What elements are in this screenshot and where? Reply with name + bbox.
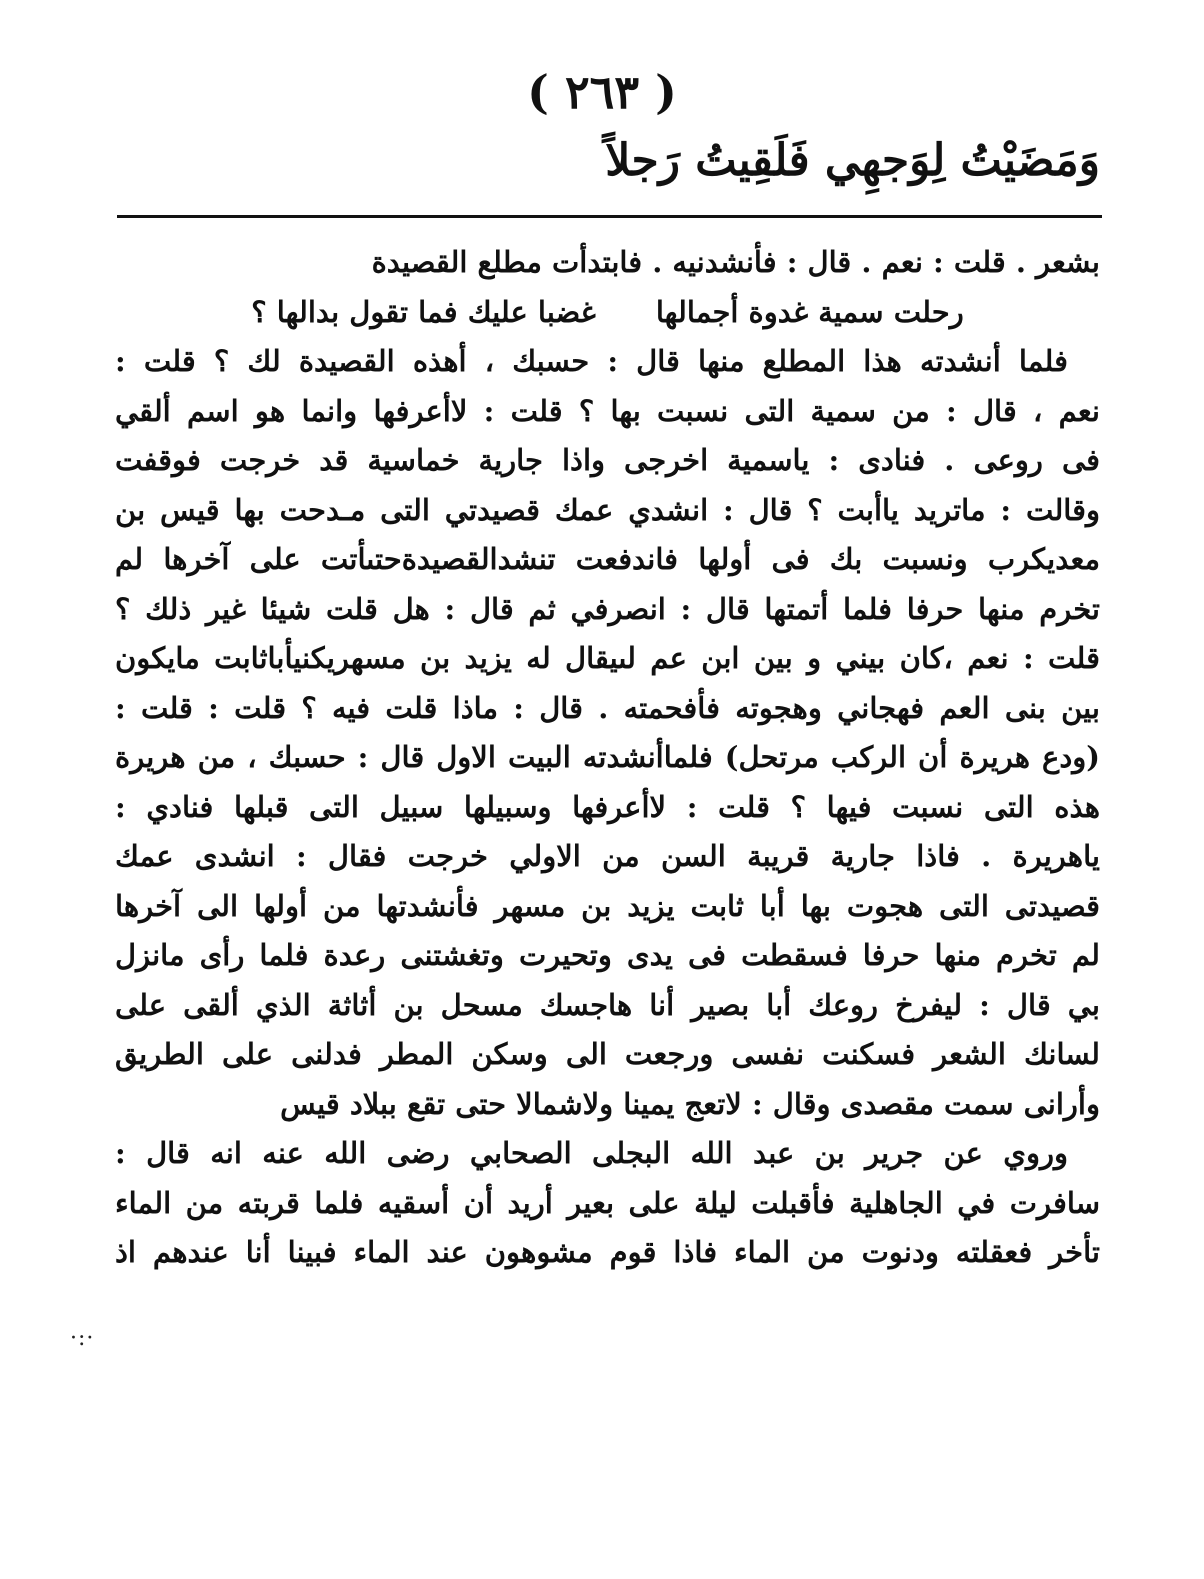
text-line: هذه التى نسبت فيها ؟ قلت : لاأعرفها وسبيلها سبيل التى قبلها فنادي : bbox=[115, 789, 1100, 824]
text-line: فلما أنشدته هذا المطلع منها قال : حسبك ، أهذه القصيدة لك ؟ قلت : bbox=[115, 344, 1068, 378]
verse-first-hemistich: رحلت سمية غدوة أجمالها bbox=[655, 294, 964, 329]
text-line: قصيدتى التى هجوت بها أبا ثابت يزيد بن مسهر فأنشدتها من أولها الى آخرها bbox=[115, 888, 1100, 923]
text-line: (ودع هريرة أن الركب مرتحل) فلماأنشدته البيت الاول قال : حسبك ، من هريرة bbox=[115, 740, 1100, 774]
text-line: تخرم منها حرفا فلما أتمتها قال : انصرفي ثم قال : هل قلت شيئا غير ذلك ؟ bbox=[115, 591, 1100, 626]
poetry-verse bbox=[115, 288, 1100, 338]
text-line: لم تخرم منها حرفا فسقطت فى يدى وتحيرت وتغشتنى رعدة فلما رأى مانزل bbox=[115, 938, 1100, 972]
verse-second-hemistich: غضبا عليك فما تقول بدالها ؟ bbox=[251, 294, 596, 329]
text-line: وقالت : ماتريد ياأبت ؟ قال : انشدي عمك قصيدتي التى مـدحت بها قيس بن bbox=[115, 492, 1100, 527]
text-line: بي قال : ليفرخ روعك أبا بصير أنا هاجسك مسحل بن أثاثة الذي ألقى على bbox=[115, 987, 1100, 1022]
text-line: نعم ، قال : من سمية التى نسبت بها ؟ قلت : لاأعرفها وانما هو اسم ألقي bbox=[115, 393, 1100, 428]
margin-mark: ·:· bbox=[70, 1326, 95, 1351]
text-line: ياهريرة . فاذا جارية قريبة السن من الاولي خرجت فقال : انشدى عمك bbox=[115, 839, 1100, 873]
text-line: وأرانى سمت مقصدى وقال : لاتعج يمينا ولاشمالا حتى تقع ببلاد قيس bbox=[280, 1086, 1100, 1121]
text-line: وروي عن جرير بن عبد الله البجلى الصحابي رضى الله عنه انه قال : bbox=[115, 1136, 1068, 1170]
text-line: بشعر . قلت : نعم . قال : فأنشدنيه . فابتدأت مطلع القصيدة bbox=[371, 245, 1100, 279]
header-verse: وَمَضَيْتُ لِوَجهِي فَلَقِيتُ رَجلاً bbox=[605, 135, 1100, 186]
text-line: فى روعى . فنادى : ياسمية اخرجى واذا جارية خماسية قد خرجت فوقفت bbox=[115, 443, 1100, 477]
text-line: سافرت في الجاهلية فأقبلت ليلة على بعير أريد أن أسقيه فلما قربته من الماء bbox=[115, 1185, 1100, 1220]
text-line: معديكرب ونسبت بك فى أولها فاندفعت تنشدالقصيدةحتىأتت على آخرها لم bbox=[115, 542, 1100, 576]
body-text bbox=[115, 238, 1100, 1278]
text-line: لسانك الشعر فسكنت نفسى ورجعت الى وسكن المطر فدلنى على الطريق bbox=[115, 1037, 1100, 1071]
header-divider bbox=[117, 215, 1102, 218]
text-line: قلت : نعم ،كان بيني و بين ابن عم لىيقال له يزيد بن مسهريكنيأباثابت مايكون bbox=[115, 641, 1100, 675]
page-number: ( ٢٦٣ ) bbox=[527, 65, 677, 119]
text-line: تأخر فعقلته ودنوت من الماء فاذا قوم مشوهون عند الماء فبينا أنا عندهم اذ bbox=[115, 1235, 1100, 1269]
text-line: بين بنى العم فهجاني وهجوته فأفحمته . قال : ماذا قلت فيه ؟ قلت : قلت : bbox=[115, 690, 1100, 725]
